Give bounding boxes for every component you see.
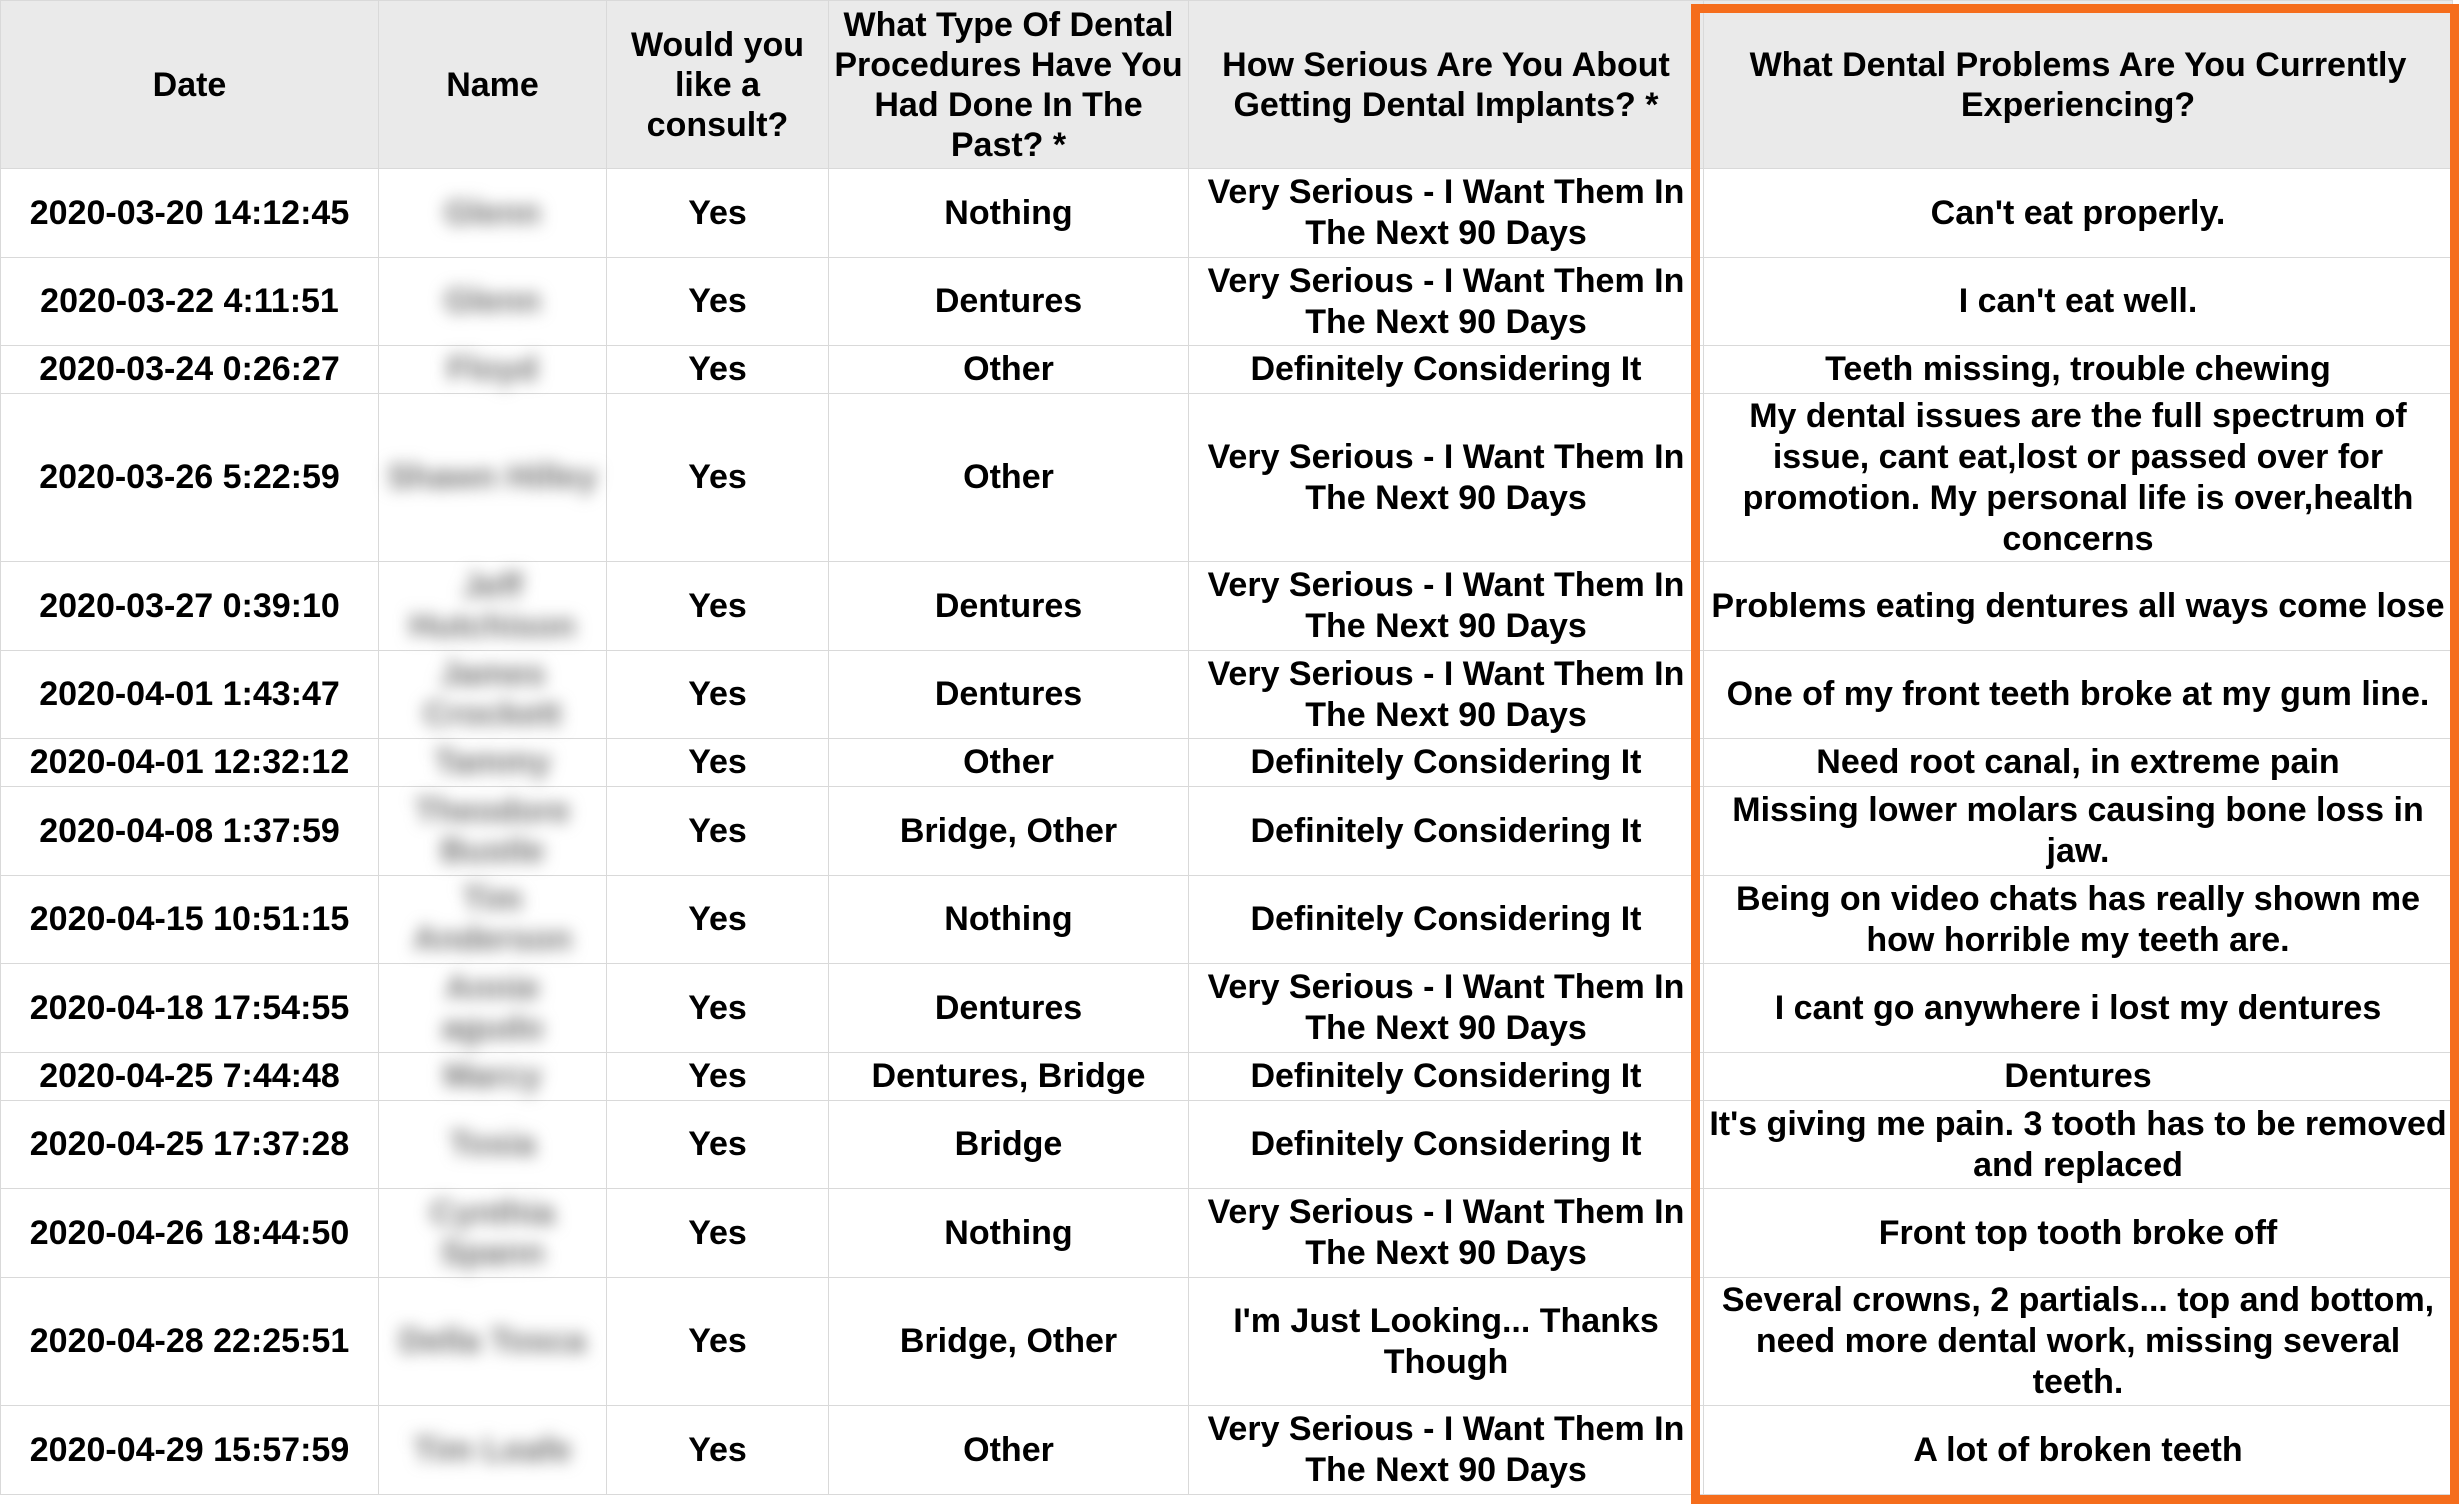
cell-serious[interactable]: Definitely Considering It [1189, 787, 1704, 876]
table-row [1, 1053, 2453, 1101]
cell-consult[interactable]: Yes [607, 876, 829, 964]
cell-date[interactable]: 2020-03-20 14:12:45 [1, 169, 379, 258]
cell-serious[interactable]: Very Serious - I Want Them In The Next 90 Days [1189, 169, 1704, 258]
blurred-name: Annie agudo [441, 968, 544, 1047]
cell-consult[interactable]: Yes [607, 1189, 829, 1278]
cell-date[interactable]: 2020-04-01 12:32:12 [1, 739, 379, 787]
cell-problems[interactable]: Several crowns, 2 partials... top and bottom, need more dental work, missing several teeth. [1704, 1278, 2453, 1406]
cell-name[interactable] [379, 258, 607, 346]
table-row [1, 739, 2453, 787]
header-serious[interactable]: How Serious Are You About Getting Dental Implants? * [1189, 1, 1704, 169]
cell-problems[interactable]: Being on video chats has really shown me how horrible my teeth are. [1704, 876, 2453, 964]
cell-name[interactable] [379, 1406, 607, 1495]
cell-procedures[interactable]: Dentures [829, 258, 1189, 346]
cell-serious[interactable]: Very Serious - I Want Them In The Next 90 Days [1189, 1189, 1704, 1278]
cell-procedures[interactable]: Dentures [829, 651, 1189, 739]
cell-procedures[interactable]: Dentures [829, 562, 1189, 651]
cell-name[interactable] [379, 1278, 607, 1406]
cell-problems[interactable]: Dentures [1704, 1053, 2453, 1101]
table-row [1, 651, 2453, 739]
cell-serious[interactable]: Very Serious - I Want Them In The Next 90 Days [1189, 964, 1704, 1053]
cell-serious[interactable]: Definitely Considering It [1189, 1101, 1704, 1189]
cell-name[interactable] [379, 562, 607, 651]
cell-serious[interactable]: Very Serious - I Want Them In The Next 90 Days [1189, 1406, 1704, 1495]
table-row [1, 876, 2453, 964]
cell-problems[interactable]: My dental issues are the full spectrum of issue, cant eat,lost or passed over for promotion. My personal life is over,health concerns [1704, 394, 2453, 562]
header-name[interactable]: Name [379, 1, 607, 169]
cell-date[interactable]: 2020-04-29 15:57:59 [1, 1406, 379, 1495]
cell-consult[interactable]: Yes [607, 346, 829, 394]
table-row [1, 787, 2453, 876]
cell-serious[interactable]: Definitely Considering It [1189, 346, 1704, 394]
header-row [1, 1, 2453, 169]
cell-problems[interactable]: Missing lower molars causing bone loss in jaw. [1704, 787, 2453, 876]
table-row [1, 1406, 2453, 1495]
cell-name[interactable] [379, 651, 607, 739]
table-row [1, 1101, 2453, 1189]
table-row [1, 562, 2453, 651]
cell-consult[interactable]: Yes [607, 964, 829, 1053]
cell-serious[interactable]: Very Serious - I Want Them In The Next 90 Days [1189, 394, 1704, 562]
cell-serious[interactable]: Definitely Considering It [1189, 876, 1704, 964]
cell-procedures[interactable]: Other [829, 739, 1189, 787]
cell-procedures[interactable]: Bridge, Other [829, 787, 1189, 876]
cell-problems[interactable]: Teeth missing, trouble chewing [1704, 346, 2453, 394]
cell-date[interactable]: 2020-04-25 7:44:48 [1, 1053, 379, 1101]
blurred-name: Floyd [447, 350, 538, 388]
cell-serious[interactable]: I'm Just Looking... Thanks Though [1189, 1278, 1704, 1406]
cell-procedures[interactable]: Other [829, 346, 1189, 394]
cell-date[interactable]: 2020-04-26 18:44:50 [1, 1189, 379, 1278]
cell-consult[interactable]: Yes [607, 1101, 829, 1189]
cell-problems[interactable]: I can't eat well. [1704, 258, 2453, 346]
cell-name[interactable] [379, 1053, 607, 1101]
cell-serious[interactable]: Very Serious - I Want Them In The Next 90 Days [1189, 258, 1704, 346]
cell-consult[interactable]: Yes [607, 1406, 829, 1495]
cell-date[interactable]: 2020-03-27 0:39:10 [1, 562, 379, 651]
blurred-name: Glenn [444, 193, 541, 232]
table-row [1, 1278, 2453, 1406]
blurred-name: Marcy [443, 1057, 542, 1095]
table-row [1, 169, 2453, 258]
cell-date[interactable]: 2020-04-01 1:43:47 [1, 651, 379, 739]
blurred-name: Shawn Hilley [387, 458, 598, 496]
blurred-name: Cynthia Spann [430, 1193, 555, 1272]
cell-name[interactable] [379, 346, 607, 394]
cell-consult[interactable]: Yes [607, 787, 829, 876]
cell-consult[interactable]: Yes [607, 1053, 829, 1101]
cell-procedures[interactable]: Nothing [829, 169, 1189, 258]
cell-serious[interactable]: Very Serious - I Want Them In The Next 90 Days [1189, 651, 1704, 739]
blurred-name: Tammy [434, 743, 551, 781]
cell-consult[interactable]: Yes [607, 169, 829, 258]
cell-date[interactable]: 2020-03-22 4:11:51 [1, 258, 379, 346]
cell-consult[interactable]: Yes [607, 651, 829, 739]
table-row [1, 1189, 2453, 1278]
cell-procedures[interactable]: Bridge [829, 1101, 1189, 1189]
cell-procedures[interactable]: Bridge, Other [829, 1278, 1189, 1406]
cell-problems[interactable]: It's giving me pain. 3 tooth has to be removed and replaced [1704, 1101, 2453, 1189]
blurred-name: Tim Anderson [413, 880, 572, 958]
cell-procedures[interactable]: Nothing [829, 1189, 1189, 1278]
cell-date[interactable]: 2020-04-18 17:54:55 [1, 964, 379, 1053]
cell-name[interactable] [379, 394, 607, 562]
cell-name[interactable] [379, 964, 607, 1053]
header-procedures[interactable]: What Type Of Dental Procedures Have You Had Done In The Past? * [829, 1, 1189, 169]
header-consult[interactable]: Would you like a consult? [607, 1, 829, 169]
table-row [1, 346, 2453, 394]
table-row [1, 964, 2453, 1053]
cell-problems[interactable]: Problems eating dentures all ways come lose [1704, 562, 2453, 651]
cell-problems[interactable]: Need root canal, in extreme pain [1704, 739, 2453, 787]
cell-problems[interactable]: One of my front teeth broke at my gum line. [1704, 651, 2453, 739]
cell-date[interactable]: 2020-03-24 0:26:27 [1, 346, 379, 394]
cell-name[interactable] [379, 787, 607, 876]
cell-consult[interactable]: Yes [607, 394, 829, 562]
blurred-name: Jeff Hutchison [409, 566, 576, 645]
cell-problems[interactable]: A lot of broken teeth [1704, 1406, 2453, 1495]
blurred-name: Tim Leafe [413, 1430, 572, 1469]
header-problems[interactable]: What Dental Problems Are You Currently Experiencing? [1704, 1, 2453, 169]
cell-problems[interactable]: Front top tooth broke off [1704, 1189, 2453, 1278]
blurred-name: Tosia [449, 1125, 536, 1163]
cell-name[interactable] [379, 169, 607, 258]
cell-procedures[interactable]: Dentures, Bridge [829, 1053, 1189, 1101]
cell-name[interactable] [379, 739, 607, 787]
cell-date[interactable]: 2020-04-08 1:37:59 [1, 787, 379, 876]
cell-date[interactable]: 2020-04-25 17:37:28 [1, 1101, 379, 1189]
blurred-name: Theodore Bustle [415, 791, 570, 870]
cell-procedures[interactable]: Other [829, 1406, 1189, 1495]
cell-date[interactable]: 2020-04-28 22:25:51 [1, 1278, 379, 1406]
header-date[interactable]: Date [1, 1, 379, 169]
cell-problems[interactable]: I cant go anywhere i lost my dentures [1704, 964, 2453, 1053]
blurred-name: James Crockett [423, 655, 562, 733]
cell-consult[interactable]: Yes [607, 1278, 829, 1406]
table-row [1, 258, 2453, 346]
cell-date[interactable]: 2020-04-15 10:51:15 [1, 876, 379, 964]
cell-name[interactable] [379, 1101, 607, 1189]
cell-serious[interactable]: Definitely Considering It [1189, 739, 1704, 787]
cell-serious[interactable]: Definitely Considering It [1189, 1053, 1704, 1101]
blurred-name: Glenn [444, 282, 541, 320]
cell-consult[interactable]: Yes [607, 562, 829, 651]
cell-name[interactable] [379, 1189, 607, 1278]
blurred-name: Della Tosca [399, 1322, 586, 1360]
cell-consult[interactable]: Yes [607, 258, 829, 346]
table-row [1, 394, 2453, 562]
cell-name[interactable] [379, 876, 607, 964]
cell-procedures[interactable]: Nothing [829, 876, 1189, 964]
cell-consult[interactable]: Yes [607, 739, 829, 787]
cell-procedures[interactable]: Dentures [829, 964, 1189, 1053]
cell-date[interactable]: 2020-03-26 5:22:59 [1, 394, 379, 562]
cell-problems[interactable]: Can't eat properly. [1704, 169, 2453, 258]
cell-serious[interactable]: Very Serious - I Want Them In The Next 90 Days [1189, 562, 1704, 651]
cell-procedures[interactable]: Other [829, 394, 1189, 562]
